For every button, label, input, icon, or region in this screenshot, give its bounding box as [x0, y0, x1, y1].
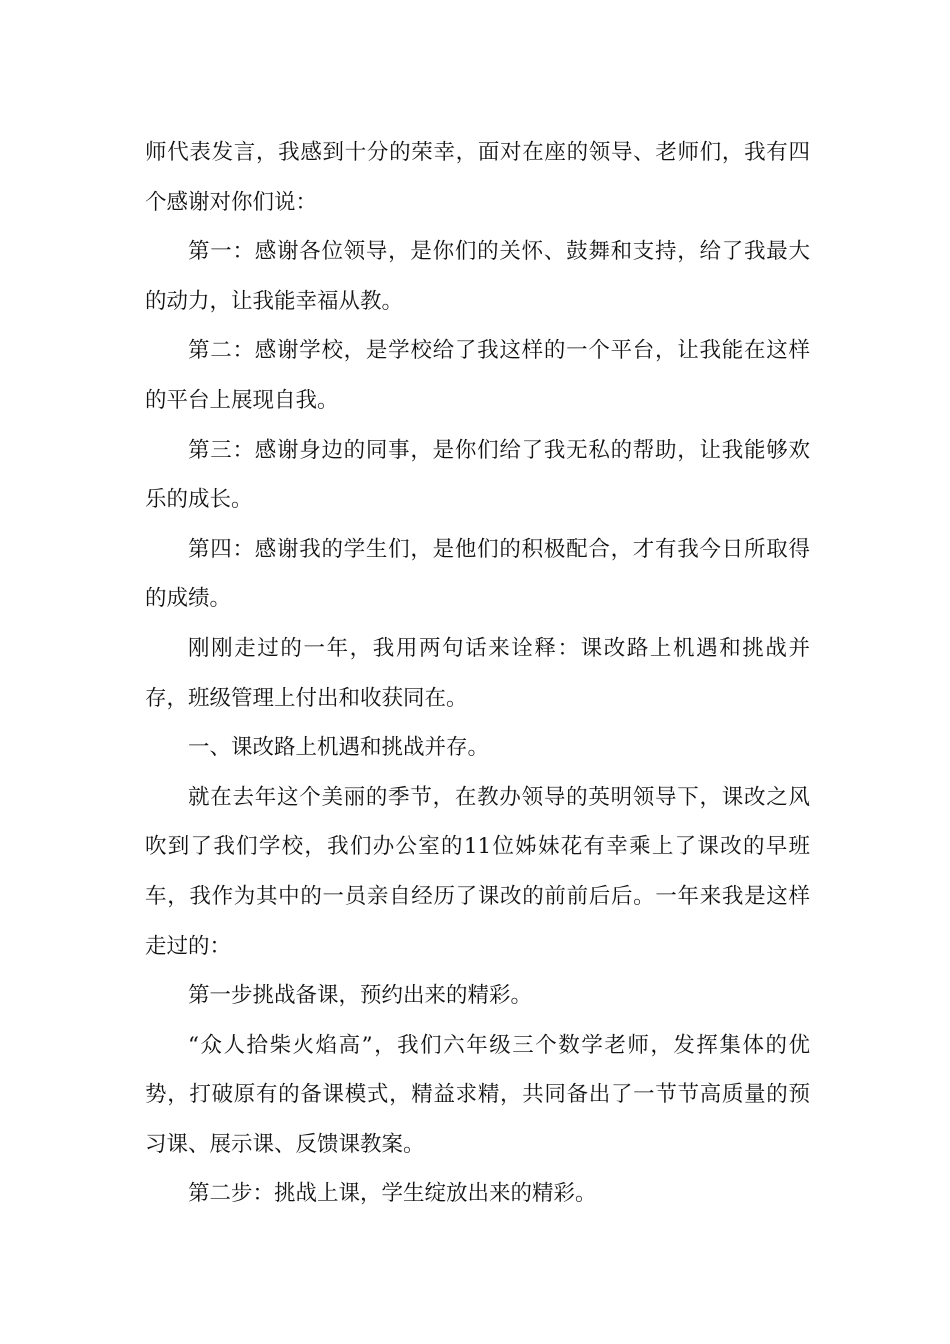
step-heading-teaching: 第二步：挑战上课，学生绽放出来的精彩。 — [188, 1181, 597, 1207]
paragraph-year-summary: 刚刚走过的一年，我用两句话来诠释：课改路上机遇和挑战并存，班级管理上付出和收获同在。 — [145, 635, 810, 711]
document-body — [145, 128, 810, 1219]
paragraph-thanks-students: 第四：感谢我的学生们，是他们的积极配合，才有我今日所取得的成绩。 — [145, 536, 810, 612]
paragraph-thanks-colleagues: 第三：感谢身边的同事，是你们给了我无私的帮助，让我能够欢乐的成长。 — [145, 437, 810, 513]
paragraph-reform-story: 就在去年这个美丽的季节，在教办领导的英明领导下，课改之风吹到了我们学校，我们办公室的11位姊妹花有幸乘上了课改的早班车，我作为其中的一员亲自经历了课改的前前后后。一年来我是这样走过的： — [145, 784, 810, 959]
paragraph-thanks-school: 第二：感谢学校，是学校给了我这样的一个平台，让我能在这样的平台上展现自我。 — [145, 338, 810, 413]
step-heading-lesson-prep: 第一步挑战备课，预约出来的精彩。 — [188, 983, 533, 1009]
section-heading-reform: 一、课改路上机遇和挑战并存。 — [188, 735, 490, 761]
paragraph-thanks-intro: 师代表发言，我感到十分的荣幸，面对在座的领导、老师们，我有四个感谢对你们说： — [145, 140, 810, 215]
paragraph-lesson-prep: “众人拾柴火焰高”，我们六年级三个数学老师，发挥集体的优势，打破原有的备课模式，精益求精，共同备出了一节节高质量的预习课、展示课、反馈课教案。 — [145, 1032, 810, 1157]
paragraph-thanks-leaders: 第一：感谢各位领导，是你们的关怀、鼓舞和支持，给了我最大的动力，让我能幸福从教。 — [145, 239, 810, 314]
